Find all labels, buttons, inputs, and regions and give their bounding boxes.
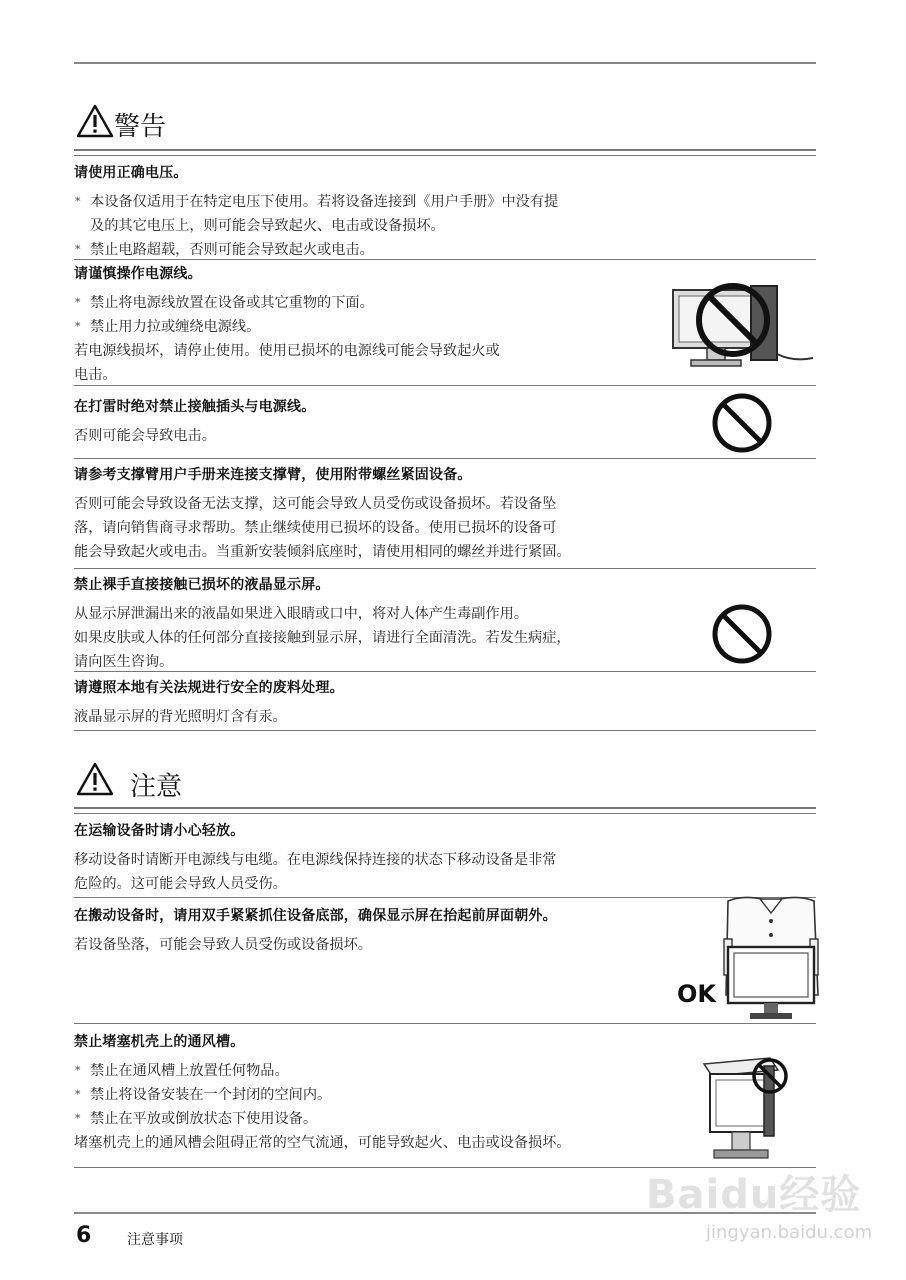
divider bbox=[74, 458, 816, 459]
divider bbox=[74, 259, 816, 260]
divider bbox=[74, 671, 816, 672]
page-number: 6 bbox=[76, 1223, 92, 1248]
bullet-line: * 禁止用力拉或缠绕电源线。 bbox=[75, 319, 261, 335]
text-line: 落，请向销售商寻求帮助。禁止继续使用已损坏的设备。使用已损坏的设备可 bbox=[74, 520, 557, 536]
item-heading: 在运输设备时请小心轻放。 bbox=[74, 823, 245, 839]
prohibited-sign-icon bbox=[711, 603, 773, 665]
caution-item bbox=[74, 821, 816, 896]
text-line: 请向医生咨询。 bbox=[74, 654, 174, 670]
caution-title: 注意 bbox=[130, 772, 183, 802]
text-line: 液晶显示屏的背光照明灯含有汞。 bbox=[74, 709, 287, 725]
watermark-url: jingyan.baidu.com bbox=[706, 1222, 873, 1243]
text-line: 能会导致起火或电击。当重新安装倾斜底座时，请使用相同的螺丝并进行紧固。 bbox=[74, 544, 571, 560]
warning-title: 警告 bbox=[114, 112, 167, 142]
divider bbox=[74, 568, 816, 569]
bullet-line: * 禁止将电源线放置在设备或其它重物的下面。 bbox=[75, 295, 374, 311]
divider bbox=[74, 897, 816, 898]
monitor-power-cord-prohibited-icon bbox=[667, 276, 817, 372]
footer-rule bbox=[74, 1212, 816, 1214]
bullet-line: * 禁止将设备安装在一个封闭的空间内。 bbox=[75, 1087, 332, 1103]
caution-header bbox=[74, 762, 816, 802]
item-heading: 禁止裸手直接接触已损坏的液晶显示屏。 bbox=[74, 577, 330, 593]
text-line: 从显示屏泄漏出来的液晶如果进入眼睛或口中，将对人体产生毒副作用。 bbox=[74, 606, 529, 622]
bullet-line: * 禁止在平放或倒放状态下使用设备。 bbox=[75, 1111, 318, 1127]
warning-triangle-icon bbox=[76, 104, 114, 138]
text-line: 否则可能会导致设备无法支撑，这可能会导致人员受伤或设备损坏。若设备坠 bbox=[74, 496, 557, 512]
text-line: 否则可能会导致电击。 bbox=[74, 428, 216, 444]
warning-item bbox=[74, 397, 816, 448]
bullet-line: * 禁止电路超载，否则可能会导致起火或电击。 bbox=[75, 242, 374, 258]
item-heading: 在搬动设备时，请用双手紧紧抓住设备底部，确保显示屏在抬起前屏面朝外。 bbox=[74, 908, 557, 924]
text-line: 堵塞机壳上的通风槽会阻碍正常的空气流通，可能导致起火、电击或设备损坏。 bbox=[74, 1135, 571, 1151]
caution-triangle-icon bbox=[76, 762, 114, 796]
top-rule bbox=[74, 62, 816, 64]
warning-item bbox=[74, 465, 816, 564]
warning-item bbox=[74, 163, 816, 262]
warning-item bbox=[74, 678, 816, 729]
text-line: 及的其它电压上，则可能会导致起火、电击或设备损坏。 bbox=[90, 218, 445, 234]
warning-header bbox=[74, 104, 816, 140]
text-line: 移动设备时请断开电源线与电缆。在电源线保持连接的状态下移动设备是非常 bbox=[74, 852, 557, 868]
item-heading: 请使用正确电压。 bbox=[74, 165, 188, 181]
divider bbox=[74, 1023, 816, 1024]
text-line: 若电源线损坏，请停止使用。使用已损坏的电源线可能会导致起火或 bbox=[74, 343, 500, 359]
caution-item bbox=[74, 906, 816, 957]
item-heading: 在打雷时绝对禁止接触插头与电源线。 bbox=[74, 399, 316, 415]
person-carrying-monitor-illustration bbox=[722, 895, 820, 1021]
watermark-logo: Baidu经验 bbox=[646, 1172, 862, 1218]
item-heading: 请遵照本地有关法规进行安全的废料处理。 bbox=[74, 680, 344, 696]
text-line: 如果皮肤或人体的任何部分直接接触到显示屏，请进行全面清洗。若发生病症， bbox=[74, 630, 571, 646]
divider bbox=[74, 385, 816, 386]
ok-label: OK bbox=[677, 980, 716, 1008]
bullet-line: * 本设备仅适用于在特定电压下使用。若将设备连接到《用户手册》中没有提 bbox=[75, 194, 559, 210]
text-line: 电击。 bbox=[74, 367, 117, 383]
text-line: 若设备坠落，可能会导致人员受伤或设备损坏。 bbox=[74, 937, 372, 953]
item-heading: 请参考支撑臂用户手册来连接支撑臂，使用附带螺丝紧固设备。 bbox=[74, 467, 472, 483]
prohibited-sign-icon bbox=[711, 392, 773, 454]
warning-header-rule bbox=[74, 149, 816, 156]
text-line: 危险的。这可能会导致人员受伤。 bbox=[74, 876, 287, 892]
item-heading: 禁止堵塞机壳上的通风槽。 bbox=[74, 1034, 245, 1050]
caution-header-rule bbox=[74, 807, 816, 814]
item-heading: 请谨慎操作电源线。 bbox=[74, 266, 202, 282]
covered-vent-prohibited-illustration bbox=[700, 1052, 796, 1164]
footer-section-title: 注意事项 bbox=[127, 1232, 183, 1248]
warning-item bbox=[74, 575, 816, 674]
bullet-line: * 禁止在通风槽上放置任何物品。 bbox=[75, 1063, 289, 1079]
divider bbox=[74, 730, 816, 731]
